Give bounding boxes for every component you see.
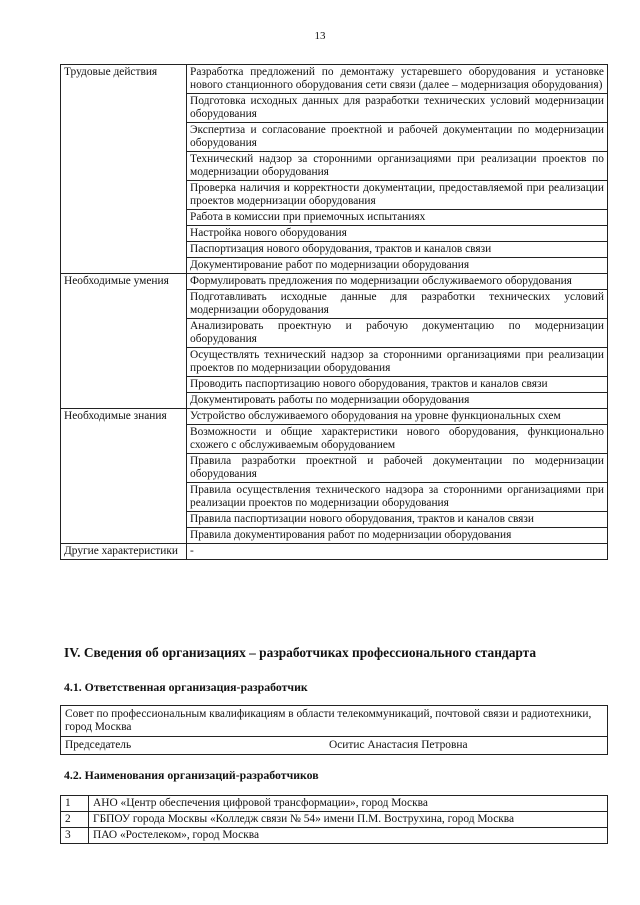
row-label: Трудовые действия [61, 65, 187, 274]
row-item: Экспертиза и согласование проектной и рабочей документации по модернизации оборудования [187, 123, 608, 152]
row-item: Разработка предложений по демонтажу устаревшего оборудования и установке нового станционного оборудования сети связи (далее – модернизация оборудования) [187, 65, 608, 94]
org-number: 1 [61, 796, 89, 812]
row-item: Документирование работ по модернизации оборудования [187, 258, 608, 274]
responsible-org: Совет по профессиональным квалификациям в области телекоммуникаций, почтовой связи и радиотехники, город Москва [61, 706, 608, 737]
table-row [61, 65, 608, 94]
row-item: Анализировать проектную и рабочую документацию по модернизации оборудования [187, 319, 608, 348]
org-number: 3 [61, 828, 89, 844]
row-item: Проводить паспортизацию нового оборудования, трактов и каналов связи [187, 377, 608, 393]
org-name: АНО «Центр обеспечения цифровой трансформации», город Москва [89, 796, 608, 812]
developers-heading: 4.2. Наименования организаций-разработчиков [64, 768, 319, 782]
row-label: Другие характеристики [61, 544, 187, 560]
row-item: Осуществлять технический надзор за сторонними организациями при реализации проектов по модернизации оборудования [187, 348, 608, 377]
row-item: Настройка нового оборудования [187, 226, 608, 242]
row-item: Правила разработки проектной и рабочей документации по модернизации оборудования [187, 454, 608, 483]
table-row [61, 796, 608, 812]
page-number: 13 [314, 30, 326, 42]
row-item: Подготавливать исходные данные для разработки технических условий модернизации оборудования [187, 290, 608, 319]
row-item: Работа в комиссии при приемочных испытаниях [187, 210, 608, 226]
org-name: ПАО «Ростелеком», город Москва [89, 828, 608, 844]
row-item: Правила осуществления технического надзора за сторонними организациями при реализации проектов по модернизации оборудования [187, 483, 608, 512]
org-name: ГБПОУ города Москвы «Колледж связи № 54» имени П.М. Вострухина, город Москва [89, 812, 608, 828]
row-item: Устройство обслуживаемого оборудования на уровне функциональных схем [187, 409, 608, 425]
org-number: 2 [61, 812, 89, 828]
section-title: IV. Сведения об организациях – разработчиках профессионального стандарта [64, 645, 537, 660]
row-label: Необходимые знания [61, 409, 187, 544]
responsible-role: Председатель [61, 737, 240, 755]
functions-table [60, 64, 608, 560]
row-item: Документировать работы по модернизации оборудования [187, 393, 608, 409]
row-item: Правила паспортизации нового оборудования, трактов и каналов связи [187, 512, 608, 528]
row-item: Возможности и общие характеристики нового оборудования, функционально схожего с обслуживаемым оборудованием [187, 425, 608, 454]
row-item: - [187, 544, 608, 560]
row-label: Необходимые умения [61, 274, 187, 409]
row-item: Проверка наличия и корректности документации, предоставляемой при реализации проектов модернизации оборудования [187, 181, 608, 210]
responsible-heading: 4.1. Ответственная организация-разработчик [64, 680, 308, 694]
row-item: Технический надзор за сторонними организациями при реализации проектов по модернизации оборудования [187, 152, 608, 181]
table-row [61, 812, 608, 828]
table-row [61, 274, 608, 290]
responsible-table [60, 705, 608, 755]
row-item: Подготовка исходных данных для разработки технических условий модернизации оборудования [187, 94, 608, 123]
table-row [61, 828, 608, 844]
developers-table [60, 795, 608, 844]
row-item: Правила документирования работ по модернизации оборудования [187, 528, 608, 544]
row-item: Формулировать предложения по модернизации обслуживаемого оборудования [187, 274, 608, 290]
table-row [61, 409, 608, 425]
row-item: Паспортизация нового оборудования, трактов и каналов связи [187, 242, 608, 258]
responsible-person: Оситис Анастасия Петровна [239, 737, 608, 755]
table-row [61, 544, 608, 560]
